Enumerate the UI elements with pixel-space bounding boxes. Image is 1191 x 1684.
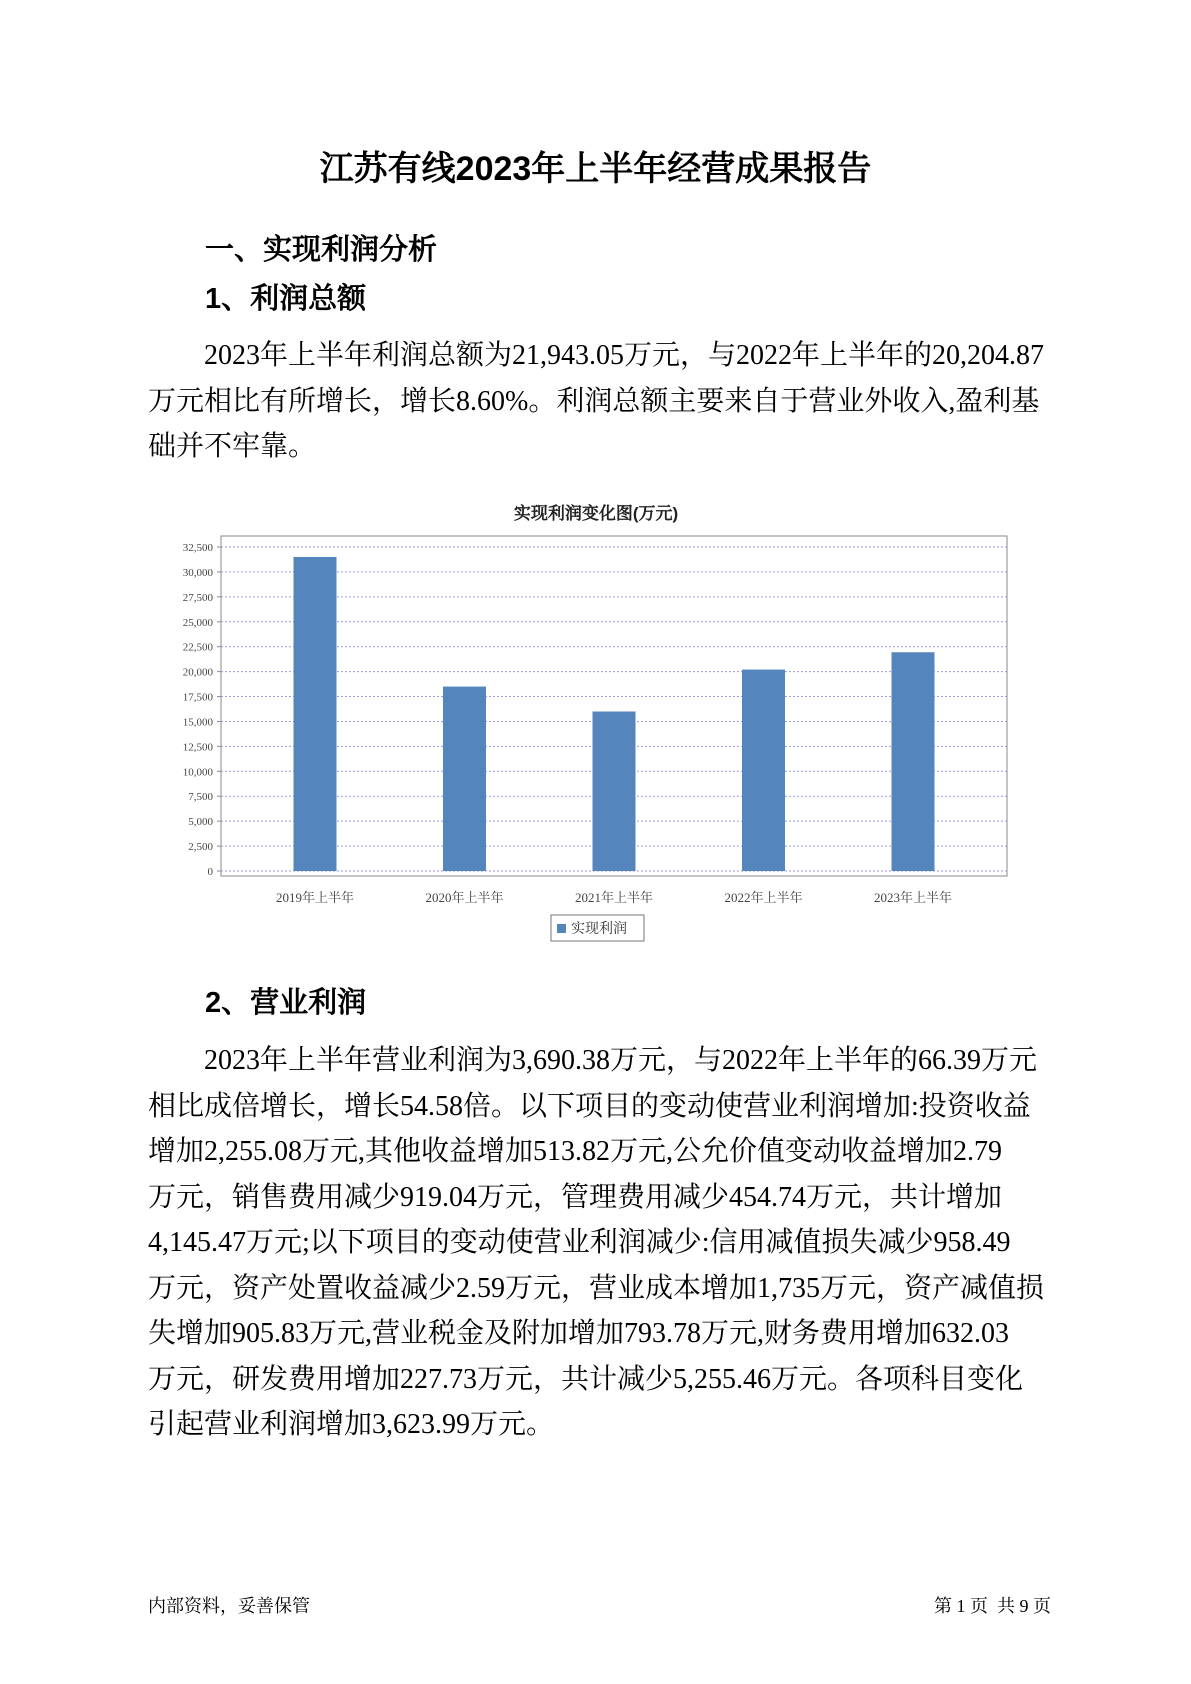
report-title: 江苏有线2023年上半年经营成果报告: [319, 150, 872, 188]
y-tick-label: 17,500: [182, 691, 213, 704]
paragraph-line: 增加2,255.08万元,其他收益增加513.82万元,公允价值变动收益增加2.79: [148, 1136, 1003, 1167]
paragraph-line: 2023年上半年营业利润为3,690.38万元，与2022年上半年的66.39万元: [204, 1045, 1038, 1076]
y-tick-label: 10,000: [182, 766, 213, 779]
y-tick-label: 27,500: [182, 591, 213, 604]
paragraph-line: 引起营业利润增加3,623.99万元。: [148, 1409, 555, 1440]
paragraph-line: 础并不牢靠。: [148, 431, 317, 462]
x-tick-label: 2022年上半年: [724, 890, 803, 905]
paragraph-line: 万元，研发费用增加227.73万元，共计减少5,255.46万元。各项科目变化: [148, 1363, 1024, 1395]
x-tick-label: 2021年上半年: [574, 890, 654, 905]
footer-confidential-note: 内部资料，妥善保管: [148, 1596, 310, 1616]
y-tick-label: 15,000: [182, 716, 213, 729]
y-tick-label: 2,500: [188, 841, 213, 854]
paragraph-line: 相比成倍增长，增长54.58倍。以下项目的变动使营业利润增加:投资收益: [148, 1090, 1031, 1122]
bar: [443, 687, 486, 871]
bar: [742, 670, 785, 871]
y-tick-label: 5,000: [188, 816, 213, 829]
chart-legend: [551, 915, 644, 941]
bar: [294, 557, 337, 871]
paragraph-line: 4,145.47万元;以下项目的变动使营业利润减少:信用减值损失减少958.49: [148, 1227, 1011, 1258]
y-tick-label: 32,500: [182, 542, 213, 554]
paragraph-line: 失增加905.83万元,营业税金及附加增加793.78万元,财务费用增加632.03: [148, 1318, 1010, 1349]
paragraph-total-profit: [148, 333, 1078, 470]
paragraph-line: 2023年上半年利润总额为21,943.05万元，与2022年上半年的20,204.87: [204, 340, 1045, 371]
legend-swatch: [557, 924, 566, 933]
footer-page-number: 第 1 页 共 9 页: [934, 1596, 1051, 1616]
section-heading-profit-analysis: 一、实现利润分析: [205, 234, 438, 266]
y-tick-label: 20,000: [182, 666, 213, 679]
y-tick-label: 0: [207, 866, 213, 878]
paragraph-line: 万元，资产处置收益减少2.59万元，营业成本增加1,735万元，资产减值损: [148, 1272, 1045, 1304]
legend-label: 实现利润: [571, 922, 627, 937]
y-tick-label: 25,000: [182, 616, 213, 629]
paragraph-operating-profit: [148, 1038, 1078, 1448]
bar: [593, 711, 636, 871]
x-tick-label: 2020年上半年: [425, 890, 504, 905]
bar: [892, 652, 935, 871]
x-tick-label: 2019年上半年: [275, 890, 355, 905]
paragraph-line: 万元相比有所增长，增长8.60%。利润总额主要来自于营业外收入,盈利基: [148, 385, 1040, 417]
paragraph-line: 万元，销售费用减少919.04万元，管理费用减少454.74万元，共计增加: [148, 1181, 1003, 1213]
y-tick-label: 22,500: [182, 641, 213, 654]
chart-plot-area: [183, 536, 1007, 905]
x-tick-label: 2023年上半年: [873, 890, 953, 905]
subsection-heading-total-profit: 1、利润总额: [205, 283, 367, 315]
y-tick-label: 30,000: [182, 566, 213, 579]
subsection-heading-operating-profit: 2、营业利润: [205, 987, 367, 1019]
y-tick-label: 7,500: [188, 791, 213, 804]
y-tick-label: 12,500: [182, 741, 213, 754]
chart-title: 实现利润变化图(万元): [513, 504, 679, 523]
profit-bar-chart: [0, 480, 1191, 960]
